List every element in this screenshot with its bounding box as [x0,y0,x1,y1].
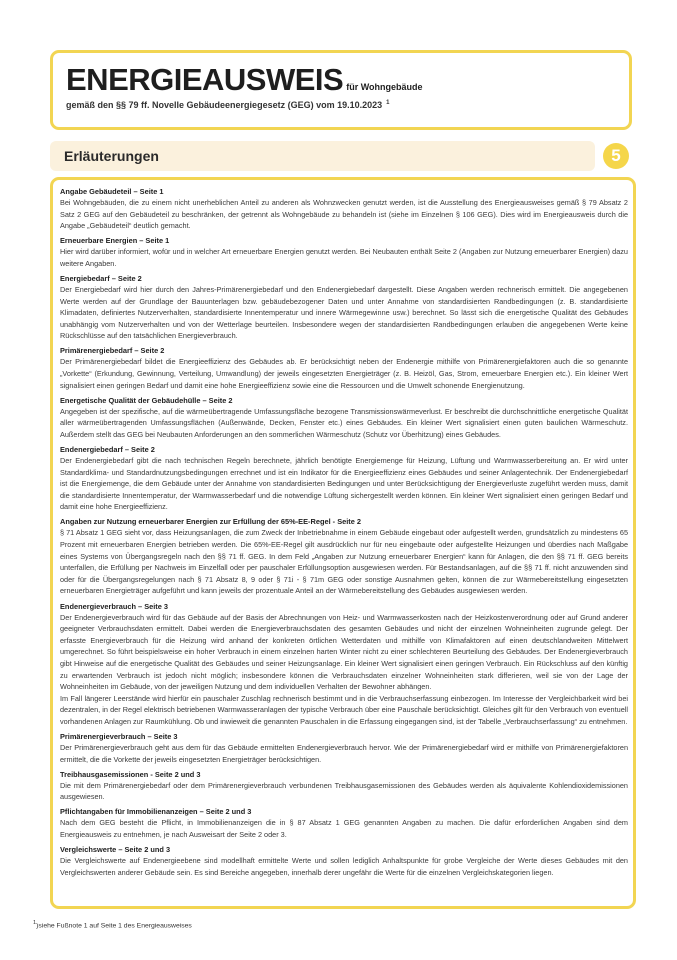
entry-paragraph: Die mit dem Primärenergiebedarf oder dem Primärenergieverbrauch verbundenen Treibhausgasemissionen des Gebäudes werden als äquivalente Kohlendioxidemissionen ausgewiesen. [60,780,628,802]
entry-paragraph: Der Energiebedarf wird hier durch den Jahres-Primärenergiebedarf und den Endenergiebedarf dargestellt. Diese Angaben werden rechnerisch ermittelt. Die angegebenen Werte werden auf der Grundlage der Bauunterlagen bzw. gebäudebezogener Daten und unter Annahme von standardisierten Randbedingungen (z. B. standardisierte Klimadaten, definiertes Nutzerverhalten, standardisierte Innentemperatur und innere Wärmegewinne usw.) berechnet. So lässt sich die energetische Qualität des Gebäudes unabhängig vom Nutzerverhalten und von der Wetterlage beurteilen. Insbesondere wegen der standardisierten Randbedingungen erlauben die angegebenen Werte keine Rückschlüsse auf den tatsächlichen Energieverbrauch. [60,284,628,341]
entry-heading: Treibhausgasemissionen - Seite 2 und 3 [60,769,201,779]
entry-heading: Primärenergieverbrauch – Seite 3 [60,731,178,741]
explanation-entry [60,731,628,765]
section-title: Erläuterungen [64,148,159,164]
explanation-entry [60,516,628,597]
entry-heading: Endenergiebedarf – Seite 2 [60,445,155,454]
title-suffix: für Wohngebäude [346,82,423,92]
explanation-entry [60,345,628,391]
document-header [50,50,632,130]
entry-paragraph: Hier wird darüber informiert, wofür und in welcher Art erneuerbare Energien genutzt werden. Bei Neubauten enthält Seite 2 (Angaben zur Nutzung erneuerbarer Energien) dazu weitere Angaben. [60,247,628,268]
page-number-badge: 5 [603,143,629,169]
entry-paragraph: § 71 Absatz 1 GEG sieht vor, dass Heizungsanlagen, die zum Zweck der Inbetriebnahme in einem Gebäude eingebaut oder aufgestellt werden, grundsätzlich zu mindestens 65 Prozent mit erneuerbaren Energien betrieben werden. Die 65%-EE-Regel gilt ausdrücklich nur für neu eingebaute oder aufgestellte Heizungen und überdies nach Maßgabe eines Systems von Übergangsregeln nach den §§ 71 ff. GEG. In dem Feld „Angaben zur Nutzung erneuerbarer Energien“ kann für Anlagen, die den §§ 71 ff. GEG bereits unterfallen, die Erfüllung per Nachweis im Einzelfall oder per pauschaler Erfüllungsoption ausgewiesen werden. Für Bestandsanlagen, auf die §§ 71 ff. nicht anzuwenden sind oder für die Übergangsregelungen nach § 71 Absatz 8, 9 oder § 71i - § 71m GEG oder sonstige Ausnahmen gelten, können die zur Wärmebereitstellung eingesetzten erneuerbaren Energieträger aufgeführt und kann jeweils der prozentuale Anteil an der Wärmebereitstellung des Gebäudes ausgewiesen werden. [60,528,628,596]
entry-paragraph: Der Endenergiebedarf gibt die nach technischen Regeln berechnete, jährlich benötigte Energiemenge für Heizung, Lüftung und Warmwasserbereitung an. Er wird unter Standardklima- und Standardnutzungsbedingungen errechnet und ist ein Indikator für die Energieeffizienz eines Gebäudes und seiner Anlagentechnik. Der Endenergiebedarf ist die Energiemenge, die dem Gebäude unter der Annahme von standardisierten Bedingungen und unter Berücksichtigung der Energieverluste zugeführt werden muss, damit die standardisierte Innentemperatur, der Warmwasserbedarf und die notwendige Lüftung sichergestellt werden können. Ein kleiner Wert signalisiert einen geringen Bedarf und damit eine hohe Energieeffizienz. [60,456,628,512]
entry-heading: Angabe Gebäudeteil – Seite 1 [60,187,164,196]
explanation-entry [60,601,628,728]
entry-paragraph: Angegeben ist der spezifische, auf die wärmeübertragende Umfassungsfläche bezogene Transmissionswärmeverlust. Er beschreibt die durchschnittliche energetische Qualität aller wärmeübertragenden Umfassungsflächen (Außenwände, Decken, Fenster etc.) eines Gebäudes. Ein kleiner Wert signalisiert einen guten baulichen Wärmeschutz. Außerdem stellt das GEG bei Neubauten Anforderungen an den sommerlichen Wärmeschutz (Schutz vor Überhitzung) eines Gebäudes. [60,406,628,439]
document-title [66,63,423,104]
entry-heading: Endenergieverbrauch – Seite 3 [60,601,169,611]
explanation-entry [60,444,628,513]
entry-paragraph: Bei Wohngebäuden, die zu einem nicht unerheblichen Anteil zu anderen als Wohnzwecken genutzt werden, ist die Ausstellung des Energieausweises gemäß § 79 Absatz 2 Satz 2 GEG auf den Gebäudeteil zu beschränken, der getrennt als Wohngebäude zu behandeln ist (siehe im Einzelnen § 106 GEG). Dies wird im Energieausweis durch die Angabe „Gebäudeteil“ deutlich gemacht. [60,198,628,231]
entry-paragraph: Die Vergleichswerte auf Endenergieebene sind modellhaft ermittelte Werte und sollen lediglich Anhaltspunkte für grobe Vergleiche der Werte dieses Gebäudes mit den Vergleichswerten anderer Gebäude sein. Es sind Bereiche angegeben, innerhalb derer ungefähr die Werte für die einzelnen Vergleichskategorien liegen. [60,856,628,877]
footnote [33,920,192,929]
explanation-entry [60,769,628,803]
entry-heading: Primärenergiebedarf – Seite 2 [60,346,165,356]
subtitle-footnote-marker: 1 [386,100,390,106]
entry-heading: Vergleichswerte – Seite 2 und 3 [60,845,171,855]
footnote-text: )siehe Fußnote 1 auf Seite 1 des Energieausweises [36,922,192,930]
entry-heading: Energetische Qualität der Gebäudehülle – Seite 2 [60,395,233,405]
document-subtitle [66,100,389,110]
explanation-entry [60,806,628,840]
entry-heading: Angaben zur Nutzung erneuerbarer Energien zur Erfüllung der 65%-EE-Regel - Seite 2 [60,517,362,527]
footnote-marker: 1 [33,920,37,926]
entry-paragraph: Der Endenergieverbrauch wird für das Gebäude auf der Basis der Abrechnungen von Heiz- und Warmwasserkosten nach der Heizkostenverordnung oder auf Grund anderer geeigneter Verbrauchsdaten ermittelt. Dabei werden die Energieverbrauchsdaten des gesamten Gebäudes und nicht der einzelnen Wohneinheiten zugrunde gelegt. Der erfasste Energieverbrauch für die Heizung wird anhand der konkreten örtlichen Wetterdaten und mithilfe von Klimafaktoren auf einen deutschlandweiten Mittelwert umgerechnet. So führt beispielsweise ein hoher Verbrauch in einem einzelnen harten Winter nicht zu einer schlechteren Beurteilung des Gebäudes. Der Endenergieverbrauch gibt Hinweise auf die energetische Qualität des Gebäudes und seiner Heizungsanlage. Ein kleiner Wert signalisiert einen geringen Verbrauch. Ein Rückschluss auf den künftig zu erwartenden Verbrauch ist jedoch nicht möglich; insbesondere können die Verbrauchsdaten einzelner Wohneinheiten stark differieren, weil sie von der Lage der Wohneinheiten im Gebäude, von der jeweiligen Nutzung und dem individuellen Verhalten der Bewohner abhängen. [60,612,628,692]
section-header [50,141,595,171]
entry-paragraph: Der Primärenergiebedarf bildet die Energieeffizienz des Gebäudes ab. Er berücksichtigt neben der Endenergie mithilfe von Primärenergiefaktoren auch die so genannte „Vorkette“ (Erkundung, Gewinnung, Verteilung, Umwandlung) der jeweils eingesetzten Energieträger (z. B. Heizöl, Gas, Strom, erneuerbare Energien etc.). Ein kleiner Wert signalisiert einen geringen Bedarf und damit eine hohe Energieeffizienz sowie eine die Ressourcen und die Umwelt schonende Energienutzung. [60,357,628,390]
explanation-entry [60,273,628,342]
entry-heading: Energiebedarf – Seite 2 [60,273,142,283]
entry-paragraph: Im Fall längerer Leerstände wird hierfür ein pauschaler Zuschlag rechnerisch bestimmt und in die Verbrauchserfassung einbezogen. Im Interesse der Vergleichbarkeit wird bei dezentralen, in der Regel elektrisch betriebenen Warmwasseranlagen der typische Verbrauch über eine Pauschale berücksichtigt. Gleiches gilt für den Verbrauch von eventuell vorhandenen Anlagen zur Raumkühlung. Ob und inwieweit die genannten Pauschalen in die Erfassung eingegangen sind, ist der Tabelle „Verbrauchserfassung“ zu entnehmen. [60,693,628,726]
title-text: ENERGIEAUSWEIS [66,62,344,97]
explanations-box [50,177,636,909]
subtitle-text: gemäß den §§ 79 ff. Novelle Gebäudeenergiegesetz (GEG) vom 19.10.2023 [66,100,383,110]
entry-heading: Pflichtangaben für Immobilienanzeigen – Seite 2 und 3 [60,807,252,817]
explanation-entry [60,844,628,878]
entry-heading: Erneuerbare Energien – Seite 1 [60,236,170,246]
entry-paragraph: Der Primärenergieverbrauch geht aus dem für das Gebäude ermittelten Endenergieverbrauch hervor. Wie der Primärenergiebedarf wird er mithilfe von Primärenergiefaktoren ermittelt, die die Vorkette der jeweils eingesetzten Energieträger berücksichtigen. [60,742,628,764]
explanation-entry [60,395,628,441]
entry-paragraph: Nach dem GEG besteht die Pflicht, in Immobilienanzeigen die in § 87 Absatz 1 GEG genannten Angaben zu machen. Die dafür erforderlichen Angaben sind dem Energieausweis zu entnehmen, je nach Ausweisart der Seite 2 oder 3. [60,818,628,839]
explanation-entry [60,186,628,232]
explanation-entry [60,235,628,269]
